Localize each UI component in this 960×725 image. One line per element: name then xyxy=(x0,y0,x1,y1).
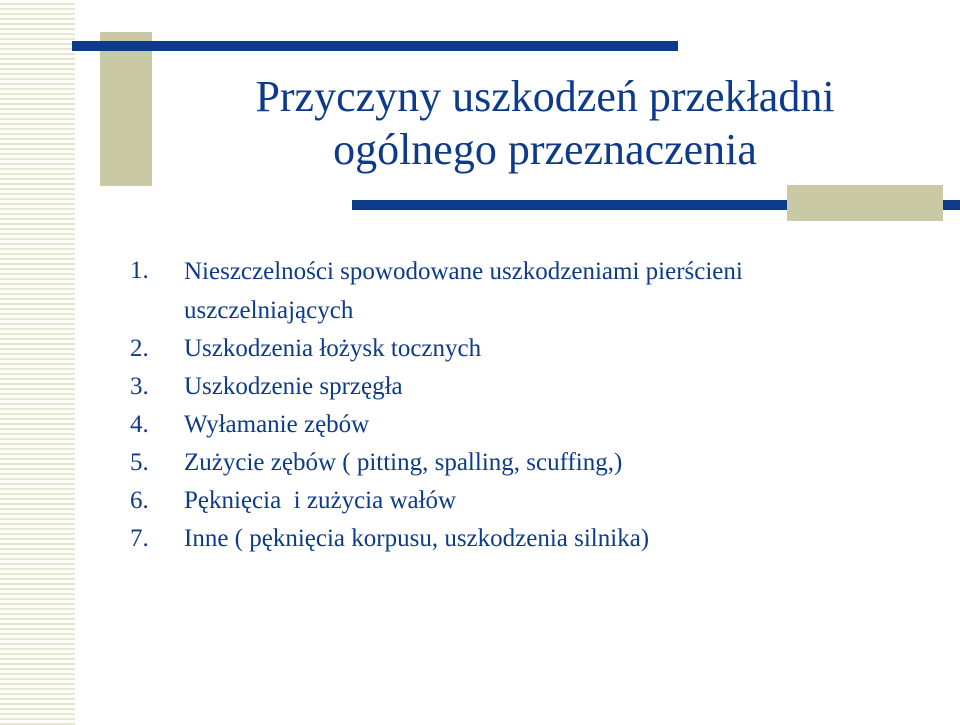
list-item xyxy=(130,520,940,558)
list-item-text: Wyłamanie zębów xyxy=(184,411,370,438)
list-item-number: 3. xyxy=(130,373,149,400)
list-item-number: 2. xyxy=(130,335,149,362)
list-item-number: 7. xyxy=(130,525,149,552)
list-item-text: Uszkodzenia łożysk tocznych xyxy=(184,335,482,362)
list-item-number: 5. xyxy=(130,449,149,476)
decorative-stripes xyxy=(0,0,75,725)
list-item-text: Uszkodzenie sprzęgła xyxy=(184,373,403,400)
causes-list xyxy=(130,252,940,558)
list-item xyxy=(130,330,940,368)
list-item-text-line-2: uszczelniających xyxy=(184,297,354,324)
title-accent-block-right xyxy=(787,185,943,221)
list-item-number: 6. xyxy=(130,487,149,514)
list-item-text xyxy=(184,252,940,330)
list-item-text: Zużycie zębów ( pitting, spalling, scuffing,) xyxy=(184,449,623,476)
list-item-text: Inne ( pęknięcia korpusu, uszkodzenia silnika) xyxy=(184,525,650,552)
list-item xyxy=(130,406,940,444)
slide-title-line-1: Przyczyny uszkodzeń przekładni xyxy=(255,72,835,121)
title-accent-bar-top xyxy=(72,41,678,51)
slide-title xyxy=(150,70,940,176)
list-item xyxy=(130,482,940,520)
list-item-text-line-1: Nieszczelności spowodowane uszkodzeniami pierścieni xyxy=(184,258,743,285)
list-item-number: 4. xyxy=(130,411,149,438)
list-item xyxy=(130,444,940,482)
list-item-number: 1. xyxy=(130,257,149,284)
list-item xyxy=(130,368,940,406)
slide-title-line-2: ogólnego przeznaczenia xyxy=(333,125,757,174)
list-item-text: Pęknięcia i zużycia wałów xyxy=(184,487,457,514)
title-accent-block xyxy=(100,32,152,186)
list-item xyxy=(130,252,940,330)
